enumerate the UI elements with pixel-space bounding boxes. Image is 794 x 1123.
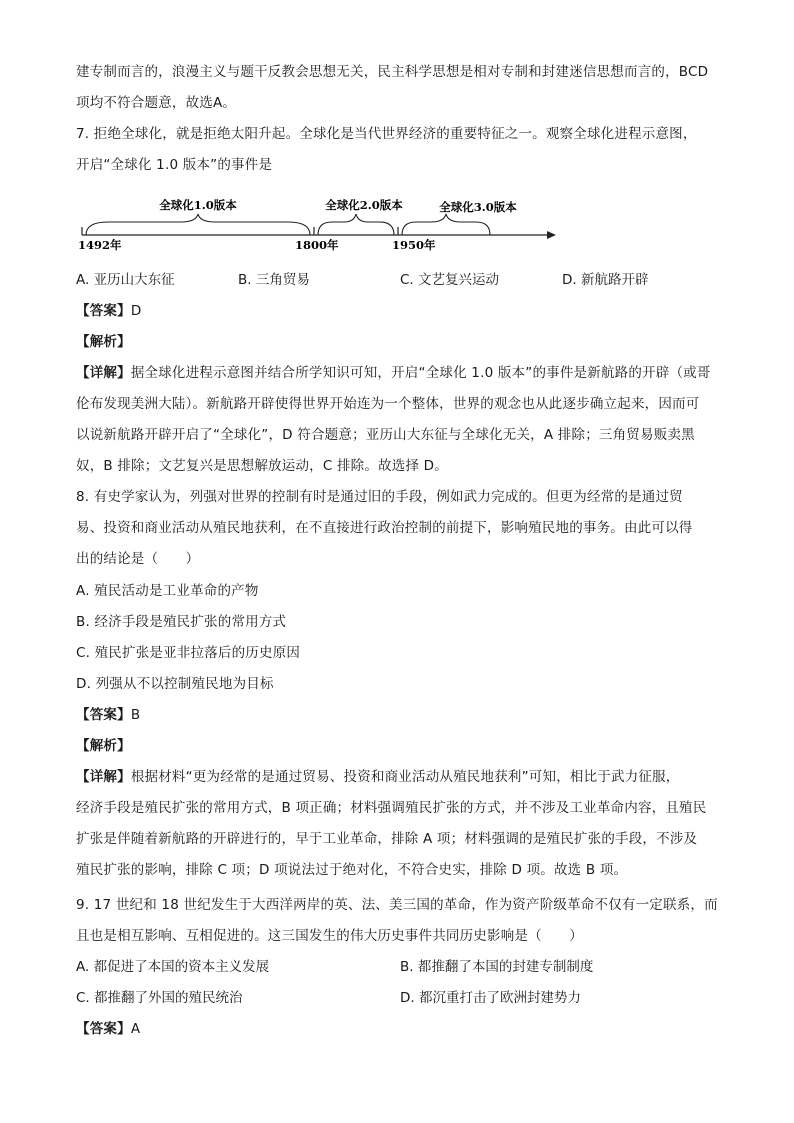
q7-detail: 奴，B 排除；文艺复兴是思想解放运动，C 排除。故选择 D。 [76,458,448,474]
q8-option-a: A. 殖民活动是工业革命的产物 [76,583,259,599]
answer-value: B [130,707,141,723]
answer-label: 【答案】 [76,303,131,319]
q8-option-d: D. 列强从不以控制殖民地为目标 [76,676,274,692]
q7-option-d: D. 新航路开辟 [562,272,649,288]
label-version-2: 全球化2.0版本 [325,198,403,212]
label-year-1492: 1492年 [78,238,122,252]
answer-value: D [130,303,142,319]
q8-option-c: C. 殖民扩张是亚非拉落后的历史原因 [76,645,301,661]
question-9-options-row-1 [76,958,726,976]
q9-option-b: B. 都推翻了本国的封建专制制度 [400,959,594,975]
q8-detail: 扩张是伴随着新航路的开辟进行的，早于工业革命，排除 A 项；材料强调的是殖民扩张的手段，不涉及 [76,831,698,847]
q7-option-b: B. 三角贸易 [238,272,310,288]
q7-option-c: C. 文艺复兴运动 [400,272,500,288]
question-8-stem: 易、投资和商业活动从殖民地获利，在不直接进行政治控制的前提下，影响殖民地的事务。由此可以得 [76,520,693,536]
q7-detail: 伦布发现美洲大陆）。新航路开辟使得世界开始连为一个整体，世界的观念也从此逐步确立起来，因而可 [76,396,700,412]
answer-label: 【答案】 [76,1021,131,1037]
q7-detail: 以说新航路开辟开启了“全球化”，D 符合题意；亚历山大东征与全球化无关，A 排除；三角贸易贩卖黑 [76,427,695,443]
detail-text: 据全球化进程示意图并结合所学知识可知，开启“全球化 1.0 版本”的事件是新航路的开辟（或哥 [130,365,711,381]
q7-option-a: A. 亚历山大东征 [76,272,175,288]
brace-version-3 [402,214,490,235]
question-9-stem: 且也是相互影响、互相促进的。这三国发生的伟大历史事件共同历史影响是（ ） [76,928,583,944]
q8-detail: 殖民扩张的影响，排除 C 项；D 项说法过于绝对化，不符合史实，排除 D 项。故选 B 项。 [76,862,628,878]
q9-answer [76,1020,726,1038]
detail-text: 根据材料“更为经常的是通过贸易、投资和商业活动从殖民地获利”可知，相比于武力征服， [130,769,680,785]
question-9-stem: 9. 17 世纪和 18 世纪发生于大西洋两岸的英、法、美三国的革命，作为资产阶级革命不仅有一定联系，而 [76,897,718,913]
question-7-stem: 开启“全球化 1.0 版本”的事件是 [76,157,273,173]
question-9-options-row-2 [76,989,726,1007]
q7-answer [76,302,726,320]
q8-analysis-label: 【解析】 [76,738,131,754]
q7-analysis-label: 【解析】 [76,334,131,350]
question-8-stem: 出的结论是（ ） [76,551,200,567]
q8-option-b: B. 经济手段是殖民扩张的常用方式 [76,614,287,630]
text-line: 建专制而言的，浪漫主义与题干反教会思想无关，民主科学思想是相对专制和封建迷信思想而言的，BCD [76,64,709,80]
q8-detail: 经济手段是殖民扩张的常用方式，B 项正确；材料强调殖民扩张的方式，并不涉及工业革命内容，且殖民 [76,800,707,816]
label-version-3: 全球化3.0版本 [439,200,517,214]
q9-option-d: D. 都沉重打击了欧洲封建势力 [400,990,581,1006]
q9-option-a: A. 都促进了本国的资本主义发展 [76,959,270,975]
detail-label: 【详解】 [76,769,131,785]
label-year-1800: 1800年 [295,238,339,252]
answer-label: 【答案】 [76,707,131,723]
q7-detail [76,364,726,382]
brace-version-2 [318,214,394,235]
question-7-stem: 7. 拒绝全球化，就是拒绝太阳升起。全球化是当代世界经济的重要特征之一。观察全球化进程示意图， [76,126,697,142]
question-8-stem: 8. 有史学家认为，列强对世界的控制有时是通过旧的手段，例如武力完成的。但更为经常的是通过贸 [76,489,683,505]
label-year-1950: 1950年 [392,238,436,252]
q9-option-c: C. 都推翻了外国的殖民统治 [76,990,243,1006]
text-line: 项均不符合题意，故选A。 [76,95,237,111]
question-7-options [76,271,726,289]
globalization-timeline-diagram [76,190,566,252]
brace-version-1 [86,214,310,235]
q8-answer [76,706,726,724]
label-version-1: 全球化1.0版本 [159,198,237,212]
timeline-arrowhead [547,231,556,239]
answer-value: A [130,1021,141,1037]
detail-label: 【详解】 [76,365,131,381]
q8-detail [76,768,726,786]
